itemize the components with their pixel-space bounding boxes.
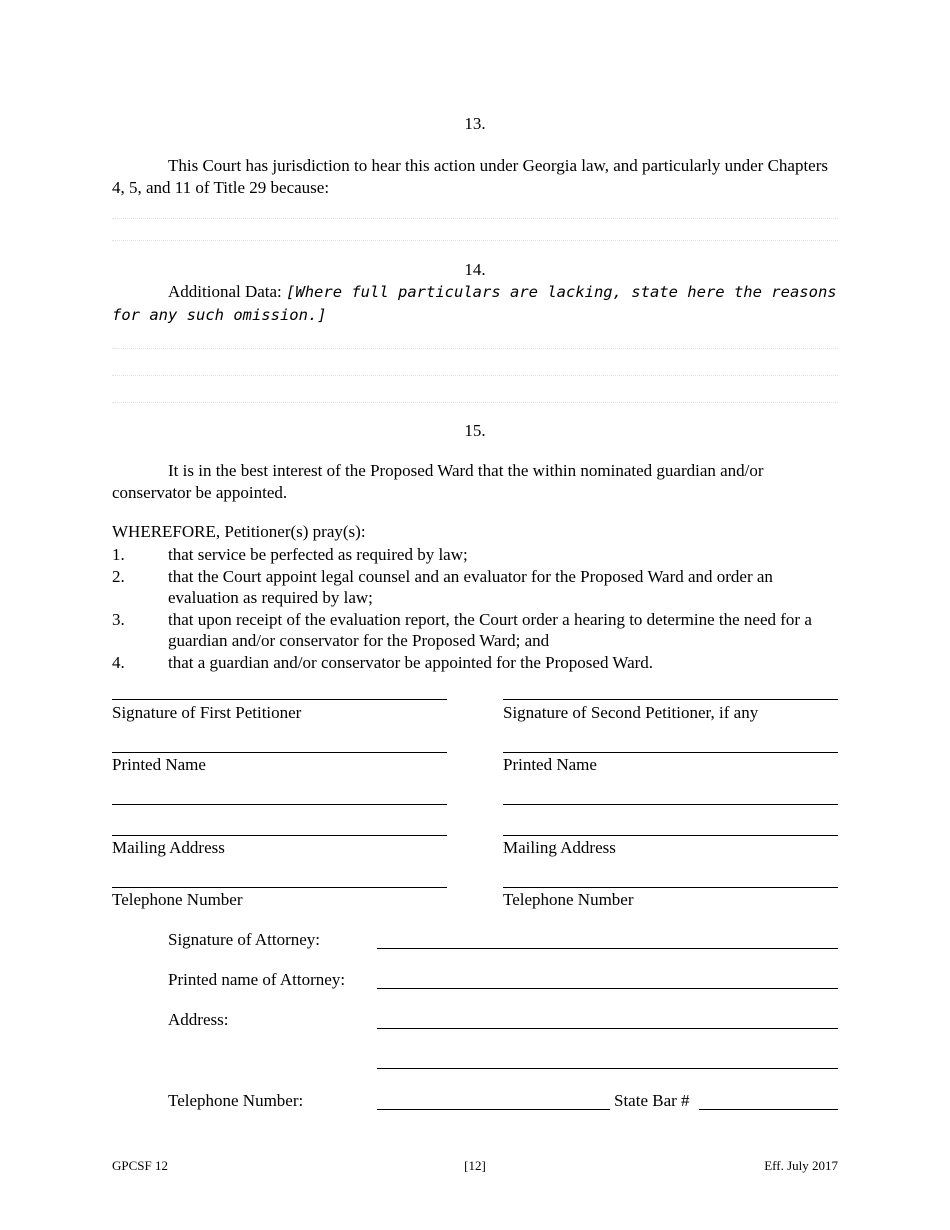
first-petitioner-address-label: Mailing Address	[112, 838, 225, 857]
attorney-address-line-2[interactable]	[377, 1068, 838, 1069]
attorney-name-label: Printed name of Attorney:	[168, 970, 346, 989]
prayer-item: 4. that a guardian and/or conservator be appointed for the Proposed Ward.	[112, 652, 654, 672]
prayer-item: 1. that service be perfected as required by law;	[112, 545, 468, 564]
first-petitioner-phone-label: Telephone Number	[112, 890, 243, 909]
prayer-list	[112, 544, 838, 673]
attorney-phone-label: Telephone Number:	[168, 1091, 304, 1110]
first-petitioner-address-line-2[interactable]	[112, 835, 447, 836]
second-petitioner-name-label: Printed Name	[503, 755, 597, 774]
footer-page-number: [12]	[464, 1158, 486, 1173]
second-petitioner-address-line-2[interactable]	[503, 835, 838, 836]
answer-line[interactable]	[112, 375, 838, 376]
additional-data-label: Additional Data:	[168, 282, 287, 301]
section-13-number: 13.	[464, 114, 486, 133]
second-petitioner-name-line[interactable]	[503, 752, 838, 753]
first-petitioner-name-label: Printed Name	[112, 755, 206, 774]
footer-form-id: GPCSF 12	[112, 1158, 168, 1173]
prayer-item: 2. that the Court appoint legal counsel and an evaluator for the Proposed Ward and order an evaluation as required by law;	[112, 566, 773, 607]
answer-line[interactable]	[112, 218, 838, 219]
attorney-address-line-1[interactable]	[377, 1028, 838, 1029]
second-petitioner-phone-line[interactable]	[503, 887, 838, 888]
first-petitioner-signature-line[interactable]	[112, 699, 447, 700]
second-petitioner-signature-label: Signature of Second Petitioner, if any	[503, 703, 759, 722]
prayer-item: 3. that upon receipt of the evaluation report, the Court order a hearing to determine the need for a guardian and/or conservator for the Proposed Ward; and	[112, 609, 812, 650]
section-13-text: This Court has jurisdiction to hear this action under Georgia law, and particularly under Chapters 4, 5, and 11 of Title 29 because:	[112, 156, 828, 197]
attorney-name-line[interactable]	[377, 988, 838, 989]
section-14-text	[112, 281, 838, 326]
answer-line[interactable]	[112, 240, 838, 241]
answer-line[interactable]	[112, 402, 838, 403]
state-bar-line[interactable]	[699, 1109, 838, 1110]
attorney-signature-label: Signature of Attorney:	[168, 930, 321, 949]
second-petitioner-address-label: Mailing Address	[503, 838, 616, 857]
additional-data-note: [Where full particulars are lacking, state here the reasons for any such omission.]	[112, 283, 837, 324]
first-petitioner-phone-line[interactable]	[112, 887, 447, 888]
first-petitioner-signature-label: Signature of First Petitioner	[112, 703, 302, 722]
second-petitioner-address-line-1[interactable]	[503, 804, 838, 805]
section-15-number: 15.	[464, 421, 486, 440]
second-petitioner-signature-line[interactable]	[503, 699, 838, 700]
wherefore-heading: WHEREFORE, Petitioner(s) pray(s):	[112, 522, 366, 541]
attorney-phone-line[interactable]	[377, 1109, 610, 1110]
first-petitioner-name-line[interactable]	[112, 752, 447, 753]
section-14-number: 14.	[464, 260, 486, 279]
attorney-signature-line[interactable]	[377, 948, 838, 949]
second-petitioner-phone-label: Telephone Number	[503, 890, 634, 909]
section-15-text: It is in the best interest of the Proposed Ward that the within nominated guardian and/or conservator be appointed.	[112, 461, 764, 502]
first-petitioner-address-line-1[interactable]	[112, 804, 447, 805]
state-bar-label: State Bar #	[614, 1091, 690, 1110]
answer-line[interactable]	[112, 348, 838, 349]
footer-effective-date: Eff. July 2017	[764, 1158, 838, 1173]
attorney-address-label: Address:	[168, 1010, 229, 1029]
